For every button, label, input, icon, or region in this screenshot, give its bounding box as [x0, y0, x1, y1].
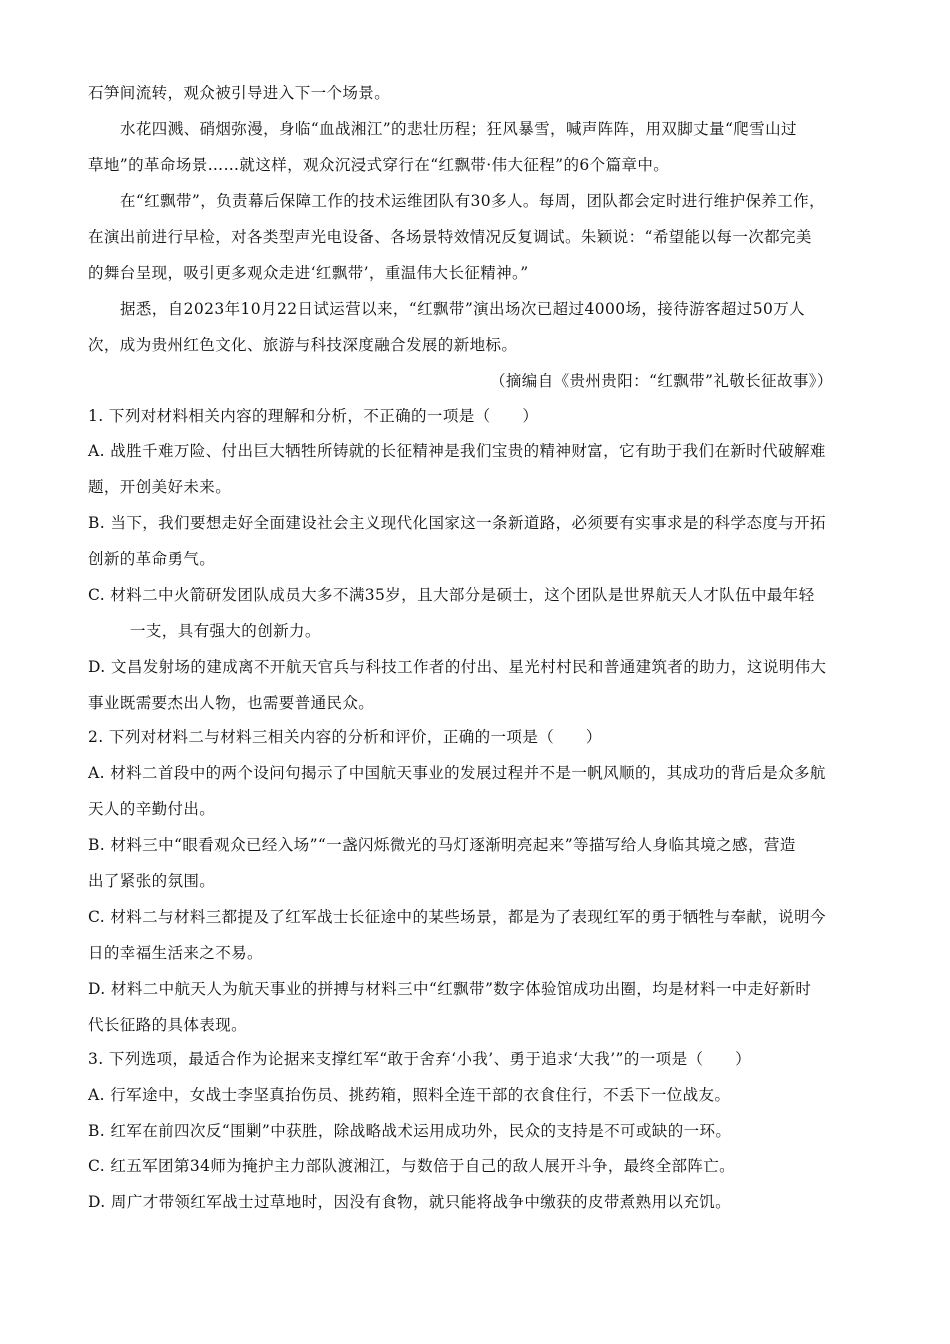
q1-option-b-cont: 创新的革命勇气。 [88, 550, 216, 568]
question-1-stem: 1. 下列对材料相关内容的理解和分析，不正确的一项是（ ） [88, 407, 539, 425]
article-line: 草地”的革命场景……就这样，观众沉浸式穿行在“红飘带·伟大征程”的6个篇章中。 [88, 156, 670, 174]
article-line: 水花四溅、硝烟弥漫，身临“血战湘江”的悲壮历程；狂风暴雪，喊声阵阵，用双脚丈量“爬雪山过 [120, 120, 797, 138]
q1-option-a-cont: 题，开创美好未来。 [88, 478, 232, 496]
question-3-stem: 3. 下列选项，最适合作为论据来支撑红军“敢于舍弃‘小我’、勇于追求‘大我’”的一项是（ ） [88, 1050, 752, 1068]
article-line: 石笋间流转，观众被引导进入下一个场景。 [88, 84, 391, 102]
q1-option-b: B. 当下，我们要想走好全面建设社会主义现代化国家这一条新道路，必须要有实事求是的科学态度与开拓 [88, 514, 826, 532]
q2-option-a-cont: 天人的辛勤付出。 [88, 800, 216, 818]
question-2-stem: 2. 下列对材料二与材料三相关内容的分析和评价，正确的一项是（ ） [88, 728, 602, 746]
q3-option-c: C. 红五军团第34师为掩护主力部队渡湘江，与数倍于自己的敌人展开斗争，最终全部阵亡。 [88, 1157, 736, 1175]
q1-option-a: A. 战胜千难万险、付出巨大牺牲所铸就的长征精神是我们宝贵的精神财富，它有助于我们在新时代破解难 [88, 442, 826, 460]
article-line: 次，成为贵州红色文化、旅游与科技深度融合发展的新地标。 [88, 336, 518, 354]
q1-option-c-cont: 一支，具有强大的创新力。 [130, 622, 321, 640]
q2-option-c: C. 材料二与材料三都提及了红军战士长征途中的某些场景，都是为了表现红军的勇于牺牲与奉献，说明今 [88, 908, 826, 926]
q3-option-d: D. 周广才带领红军战士过草地时，因没有食物，就只能将战争中缴获的皮带煮熟用以充饥。 [88, 1193, 732, 1211]
q1-option-d: D. 文昌发射场的建成离不开航天官兵与科技工作者的付出、星光村村民和普通建筑者的助力，这说明伟大 [88, 658, 827, 676]
q2-option-b-cont: 出了紧张的氛围。 [88, 872, 216, 890]
q2-option-b: B. 材料三中“眼看观众已经入场”“一盏闪烁微光的马灯逐渐明亮起来”等描写给人身临其境之感，营造 [88, 836, 796, 854]
article-line: 的舞台呈现，吸引更多观众走进‘红飘带’，重温伟大长征精神。” [88, 264, 529, 282]
q2-option-a: A. 材料二首段中的两个设问句揭示了中国航天事业的发展过程并不是一帆风顺的，其成功的背后是众多航 [88, 764, 826, 782]
q2-option-c-cont: 日的幸福生活来之不易。 [88, 944, 263, 962]
q1-option-c: C. 材料二中火箭研发团队成员大多不满35岁，且大部分是硕士，这个团队是世界航天人才队伍中最年轻 [88, 586, 815, 604]
q2-option-d: D. 材料二中航天人为航天事业的拼搏与材料三中“红飘带”数字体验馆成功出圈，均是材料一中走好新时 [88, 980, 812, 998]
article-line: 据悉，自2023年10月22日试运营以来，“红飘带”演出场次已超过4000场，接待游客超过50万人 [120, 300, 806, 318]
article-line: 在“红飘带”，负责幕后保障工作的技术运维团队有30多人。每周，团队都会定时进行维护保养工作， [120, 192, 825, 210]
q3-option-b: B. 红军在前四次反“围剿”中获胜，除战略战术运用成功外，民众的支持是不可或缺的一环。 [88, 1122, 732, 1140]
article-line: 在演出前进行早检，对各类型声光电设备、各场景特效情况反复调试。朱颖说：“希望能以每一次都完美 [88, 228, 812, 246]
q2-option-d-cont: 代长征路的具体表现。 [88, 1016, 248, 1034]
q1-option-d-cont: 事业既需要杰出人物，也需要普通民众。 [88, 694, 375, 712]
q3-option-a: A. 行军途中，女战士李坚真抬伤员、挑药箱，照料全连干部的衣食住行，不丢下一位战友。 [88, 1086, 731, 1104]
article-source: （摘编自《贵州贵阳：“红飘带”礼敬长征故事》） [490, 372, 833, 390]
